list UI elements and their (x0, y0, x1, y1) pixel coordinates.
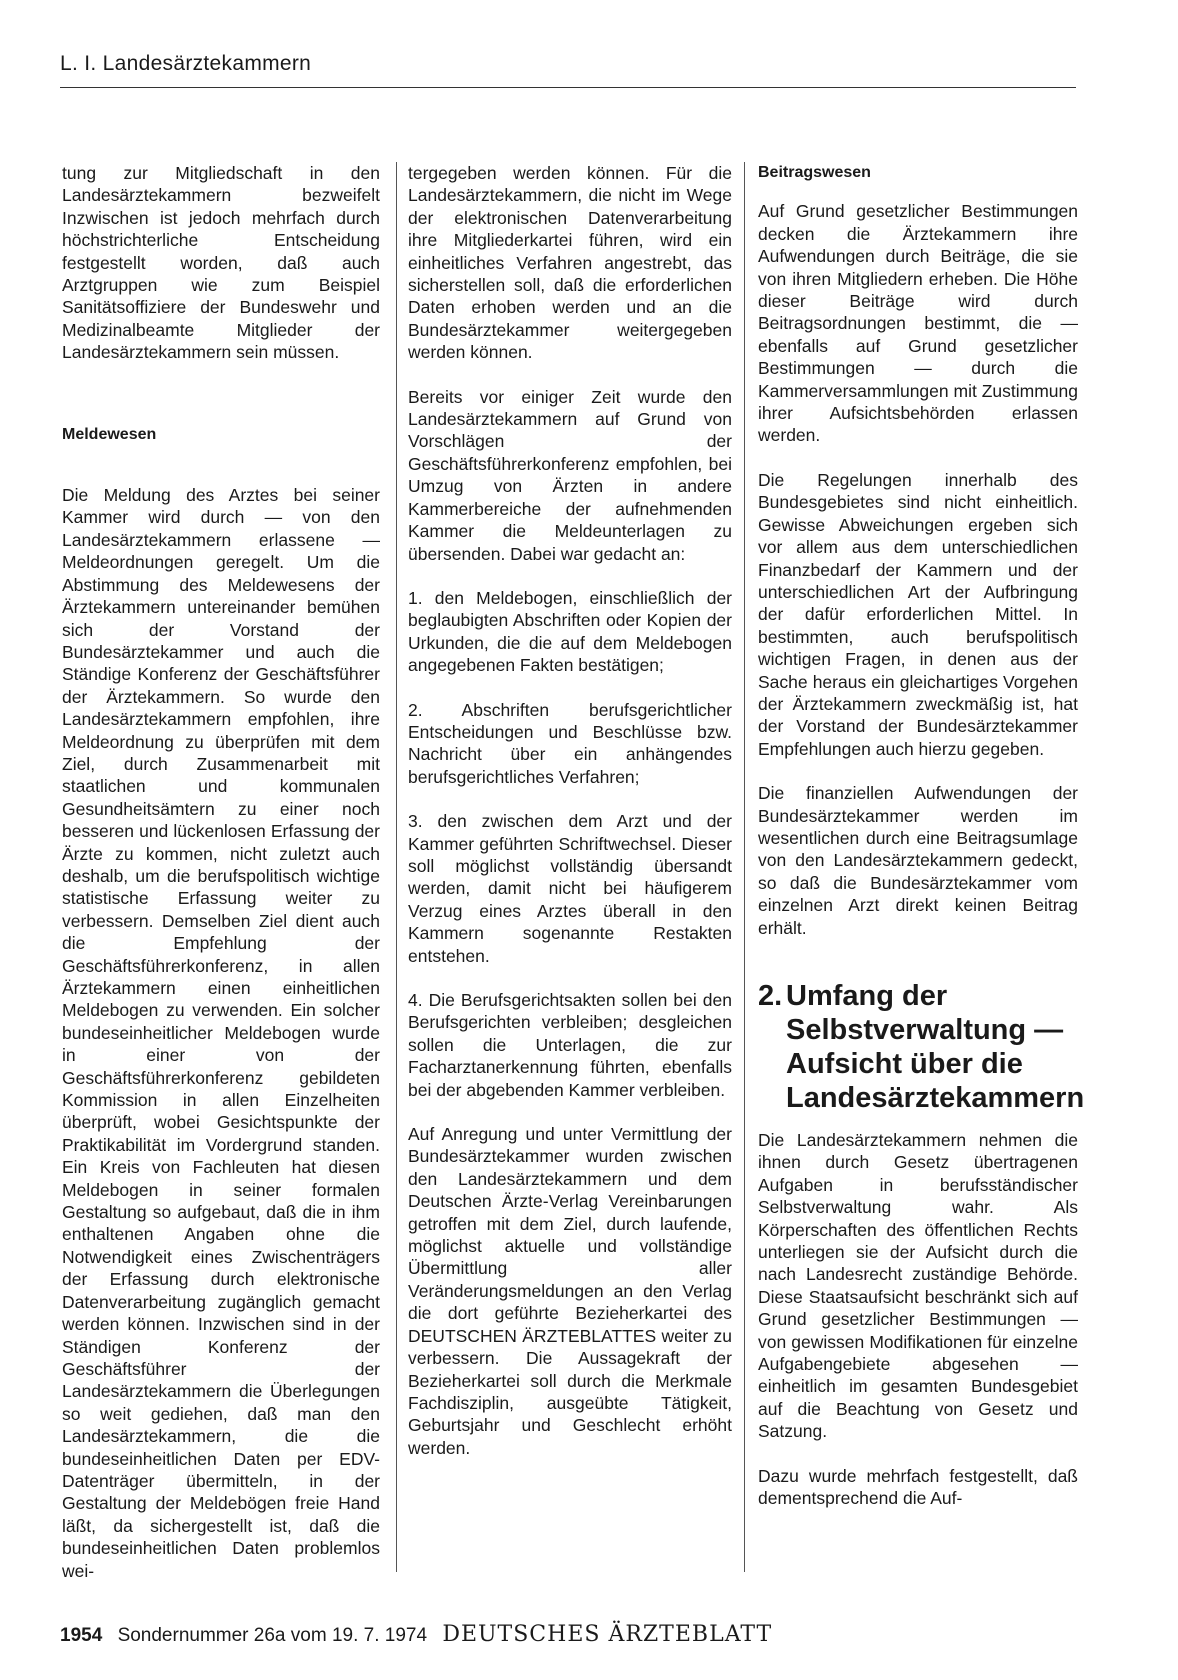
column-divider (744, 162, 745, 1572)
section-heading-line: Aufsicht über die (786, 1048, 1023, 1080)
paragraph: Dazu wurde mehrfach festgestellt, daß dementsprechend die Auf- (758, 1465, 1078, 1509)
issue-info: Sondernummer 26a vom 19. 7. 1974 (117, 1625, 428, 1646)
paragraph: Auf Anregung und unter Vermittlung der Bundesärztekammer wurden zwischen den Landesärztekammern und dem Deutschen Ärzte-Verlag Vereinbarungen getroffen mit dem Ziel, durch laufende, möglichst aktuelle und vollständige Übermittlung aller Veränderungsmeldungen an den Verlag die dort geführte Bezieherkartei des DEUTSCHEN ÄRZTEBLATTES weiter zu verbessern. Die Aussagekraft der Bezieherkartei soll durch die Merkmale Fachdisziplin, ausgeübte Tätigkeit, Geburtsjahr und Geschlecht erhöht werden. (408, 1124, 732, 1458)
column-divider (396, 162, 397, 1572)
section-heading (758, 979, 1085, 1115)
subheading-beitragswesen: Beitragswesen (758, 164, 871, 181)
section-number: 2. (758, 980, 783, 1012)
paragraph: tung zur Mitgliedschaft in den Landesärztekammern bezweifelt Inzwischen ist jedoch mehrfach durch höchstrichterliche Entscheidung festgestellt worden, daß auch Arztgruppen wie zum Beispiel Sanitätsoffiziere der Bundeswehr und Medizinalbeamte Mitglieder der Landesärztekammern sein müssen. (62, 163, 380, 363)
list-item: 1. den Meldebogen, einschließlich der beglaubigten Abschriften oder Kopien der Urkunden, die die auf dem Meldebogen angegebenen Fakten bestätigen; (408, 587, 732, 676)
list-item: 2. Abschriften berufsgerichtlicher Entscheidungen und Beschlüsse bzw. Nachricht über ein anhängendes berufsgerichtliches Verfahren; (408, 699, 732, 787)
paragraph: Die Landesärztekammern nehmen die ihnen durch Gesetz übertragenen Aufgaben in berufsständischer Selbstverwaltung wahr. Als Körperschaften des öffentlichen Rechts unterliegen sie der Aufsicht durch die nach Landesrecht zuständige Behörde. Diese Staatsaufsicht beschränkt sich auf Grund gesetzlicher Bestimmungen — von gewissen Modifikationen für einzelne Aufgabengebiete abgesehen — einheitlich im gesamten Bundesgebiet auf die Beachtung von Gesetz und Satzung. (758, 1130, 1078, 1442)
section-heading-line: Umfang der (786, 980, 948, 1012)
header-rule (60, 87, 1076, 88)
paragraph: Auf Grund gesetzlicher Bestimmungen decken die Ärztekammern ihre Aufwendungen durch Beiträge, die sie von ihren Mitgliedern erheben. Die Höhe dieser Beiträge wird durch Beitragsordnungen bestimmt, die — ebenfalls auf Grund gesetzlicher Bestimmungen — durch die Kammerversammlungen mit Zustimmung ihrer Aufsichtsbehörden erlassen werden. (758, 201, 1078, 446)
paragraph: Die Regelungen innerhalb des Bundesgebietes sind nicht einheitlich. Gewisse Abweichungen ergeben sich vor allem aus dem unterschiedlichen Finanzbedarf der Kammern und der unterschiedlichen Art der Aufbringung der dafür erforderlichen Mittel. In bestimmten, auch berufspolitisch wichtigen Fragen, in denen aus der Sache heraus ein gleichartiges Vorgehen der Ärztekammern zweckmäßig ist, hat der Vorstand der Bundesärztekammer Empfehlungen auch hierzu gegeben. (758, 469, 1078, 759)
paragraph: Die Meldung des Arztes bei seiner Kammer wird durch — von den Landesärztekammern erlassene — Meldeordnungen geregelt. Um die Abstimmung des Meldewesens der Ärztekammern untereinander bemühen sich der Vorstand der Bundesärztekammer und auch die Ständige Konferenz der Geschäftsführer der Ärztekammern. So wurde den Landesärztekammern empfohlen, ihre Meldeordnung zu überprüfen mit dem Ziel, durch Zusammenarbeit mit staatlichen und kommunalen Gesundheitsämtern zu einer noch besseren und lückenlosen Erfassung der Ärzte zu kommen, nicht zuletzt auch deshalb, um die berufspolitisch wichtige statistische Erfassung weiter zu verbessern. Demselben Ziel dient auch die Empfehlung der Geschäftsführerkonferenz, in allen Ärztekammern einen einheitlichen Meldebogen zu verwenden. Ein solcher bundeseinheitlicher Meldebogen wurde in einer von der Geschäftsführerkonferenz gebildeten Kommission in allen Einzelheiten überprüft, wobei Gesichtspunkte der Praktikabilität im Vordergrund standen. Ein Kreis von Fachleuten hat diesen Meldebogen in seiner formalen Gestaltung so aufgebaut, daß die in ihm enthaltenen Angaben ohne die Notwendigkeit eines Zwischenträgers der Erfassung durch elektronische Datenverarbeitung zugänglich gemacht werden können. Inzwischen sind in der Ständigen Konferenz der Geschäftsführer der Landesärztekammern die Überlegungen so weit gediehen, daß man den Landesärztekammern, die die bundeseinheitlichen Daten per EDV-Datenträger übermitteln, in der Gestaltung der Meldebögen freie Hand läßt, da sichergestellt ist, daß die bundeseinheitlichen Daten problemlos wei- (62, 485, 380, 1581)
list-item: 3. den zwischen dem Arzt und der Kammer geführten Schriftwechsel. Dieser soll möglichst vollständig übersandt werden, damit nicht bei häufigerem Verzug eines Arztes überall in den Kammern sogenannte Restakten entstehen. (408, 811, 732, 966)
subheading-meldewesen: Meldewesen (62, 425, 157, 443)
journal-name: DEUTSCHES ÄRZTEBLATT (442, 1622, 773, 1647)
column-left (62, 162, 380, 1582)
column-right (758, 162, 1085, 1510)
section-heading-line: Selbstverwaltung — (786, 1014, 1064, 1046)
running-head: L. I. Landesärztekammern (60, 52, 312, 75)
section-heading-line: Landesärztekammern (786, 1082, 1085, 1114)
list-item: 4. Die Berufsgerichtsakten sollen bei den Berufsgerichten verbleiben; desgleichen sollen die Unterlagen, die zur Facharztanerkennung führten, ebenfalls bei der abgebenden Kammer verbleiben. (408, 990, 732, 1100)
paragraph: Bereits vor einiger Zeit wurde den Landesärztekammern auf Grund von Vorschlägen der Geschäftsführerkonferenz empfohlen, bei Umzug von Ärzten in andere Kammerbereiche der aufnehmenden Kammer die Meldeunterlagen zu übersenden. Dabei war gedacht an: (408, 386, 732, 564)
page-footer (60, 1622, 772, 1647)
page-number: 1954 (60, 1625, 103, 1646)
column-middle (408, 162, 732, 1459)
paragraph: tergegeben werden können. Für die Landesärztekammern, die nicht im Wege der elektronischen Datenverarbeitung ihre Mitgliederkartei führen, wird ein einheitliches Verfahren angestrebt, das sicherstellen soll, daß die erforderlichen Daten erhoben werden und an die Bundesärztekammer weitergegeben werden können. (408, 163, 732, 363)
paragraph: Die finanziellen Aufwendungen der Bundesärztekammer werden im wesentlichen durch eine Beitragsumlage von den Landesärztekammern gedeckt, so daß die Bundesärztekammer vom einzelnen Arzt direkt keinen Beitrag erhält. (758, 783, 1078, 938)
